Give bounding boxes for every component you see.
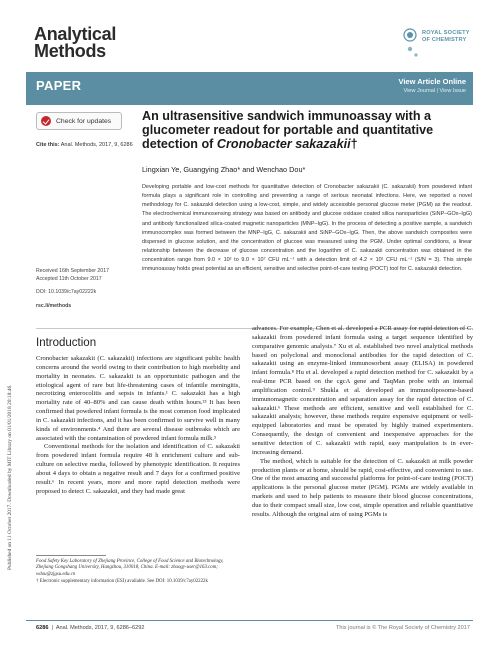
view-article-online-link[interactable]: View Article Online — [398, 77, 466, 86]
abstract: Developing portable and low-cost methods for quantitative detection of Cronobacter sakazakii (C. sakazakii) from powdered infant formula plays a significant role in controlling and preventing a range of serious neonatal infections. Here, we reported a novel methodology for C. sakazakii detection using a low-cost, simple, and widely accessible personal glucose meter (PGM) as the readout. The electrochemical immunosensing strategy was based on antibody and glucose oxidase coated silica nanoparticles (SiNP–GOx–IgG) and antibody functionalized silica-coated magnetic nanoparticles (MNP–IgG). In the process of detecting a positive sample, a sandwich immunocomplex was formed between the MNP–IgG, C. sakazakii and SiNP–GOx–IgG. Then, the above sandwich composites were dispersed in glucose solution, and the concentration of glucose was measured using the PGM. Under optimal conditions, a linear relationship between the decrease of glucose concentration and the logarithm of C. sakazakii concentration was obtained in the concentration range from 9.0 × 10² to 9.0 × 10⁷ CFU mL⁻¹ with a detection limit of 4.2 × 10¹ CFU mL⁻¹ (S/N = 3). This simple immunoassay holds great potential as an efficient, sensitive and selective point-of-care testing (POCT) tool for C. sakazakii detection. — [142, 184, 472, 273]
copyright-notice: This journal is © The Royal Society of Chemistry 2017 — [336, 625, 470, 631]
view-journal-issue-links[interactable]: View Journal | View Issue — [403, 88, 466, 94]
journal-title-line1: Analytical — [34, 24, 117, 44]
footer-divider — [26, 620, 473, 621]
paragraph: The method, which is suitable for the detection of C. sakazakii at milk powder production plants or at home, should be rapid, cost-effective, and convenient to use. One of the most amazing and successful platforms for point-of-care testing (POCT) applications is the personal glucose meter (PGM). PGMs are widely available in markets and used to help patients to measure their blood glucose concentrations, due to their compact small size, low cost, simple operation and reliable quantitative results. Although the original aim of using PGMs is — [252, 457, 473, 518]
doi-link[interactable]: DOI: 10.1039/c7ay02222k — [36, 289, 97, 295]
article-title: An ultrasensitive sandwich immunoassay with a glucometer readout for portable and quantitative detection of Cronobacter sakazakii† — [142, 109, 434, 152]
article-dates — [36, 268, 136, 310]
journal-title — [34, 26, 116, 60]
footnotes — [36, 559, 240, 586]
journal-title-line2: Methods — [34, 41, 106, 61]
received-date: Received 16th September 2017 — [36, 268, 109, 274]
page-footer: 6286 | Anal. Methods, 2017, 9, 6286–6292 — [36, 625, 145, 631]
paragraph: advances. For example, Chen et al. developed a PCR assay for rapid detection of C. sakazakii from powdered infant formula using a target sequence identified by comparative genomic analysis.⁷ Xu et al. established two novel analytical methods based on polyclonal and monoclonal antibodies for the rapid detection of C. sakazakii using an enzyme-linked immunosorbent assay (ELISA) in powdered infant formula.⁸ Hu et al. developed a rapid detection method for C. sakazakii by a real-time PCR based on the cgcA gene and TaqMan probe with an internal amplification control.⁹ Shukla et al. developed an immunoliposome-based immunomagnetic concentration and separation assay for the rapid detection of C. sakazakii.⁶ These methods are efficient, sensitive and well established for C. sakazakii analysis; however, these methods require expensive equipment or well-equipped laboratories and must be operated by highly trained experimenters. Consequently, the design of convenient and inexpensive approaches for the sensitive detection of C. sakazakii with rapid, easy manipulation is in ever-increasing demand. — [252, 325, 473, 456]
accepted-date: Accepted 11th October 2017 — [36, 275, 102, 282]
right-column — [252, 325, 473, 520]
footnote-divider — [36, 555, 106, 556]
introduction-heading: Introduction — [36, 337, 97, 349]
publication-side-note: Published on 11 October 2017. Downloaded by MIT Library on 01/01/2018 20:18:46. — [7, 384, 13, 570]
society-name: ROYAL SOCIETY OF CHEMISTRY — [422, 30, 470, 43]
left-column — [36, 355, 240, 497]
check-for-updates-label: Check for updates — [56, 117, 112, 125]
journal-site-link[interactable]: rsc.li/methods — [36, 302, 72, 309]
paragraph: Conventional methods for the isolation and identification of C. sakazakii from powdered infant formula require 48 h enrichment culture and sub-culture on selective media, followed by phenotypic identification. It requires about 4 days to obtain a negative result and 7 days for a confirmed positive result.⁶ In recent years, more and more rapid detection methods were proposed to detect C. sakazakii, and they had made great — [36, 443, 240, 495]
affiliation-footnote: Food Safety Key Laboratory of Zhejiang Province, College of Food Science and Biotechnology, Zhejiang Gongshang University, Hangzhou, 310018, China. E-mail: zhaogy-user@163.com; wdou@zjgsu.edu.cn — [36, 559, 224, 577]
section-label: PAPER — [36, 78, 82, 93]
check-updates-icon — [41, 116, 51, 126]
check-for-updates-button[interactable] — [36, 112, 122, 130]
page-number: 6286 — [36, 625, 49, 631]
title-species: Cronobacter sakazakii — [216, 137, 351, 152]
journal-reference: Anal. Methods, 2017, 9, 6286–6292 — [55, 625, 145, 631]
author-list: Lingxian Ye, Guangying Zhao* and Wenchao Dou* — [142, 165, 306, 174]
esi-footnote: † Electronic supplementary information (ESI) available. See DOI: 10.1039/c7ay02222k — [36, 579, 208, 585]
paragraph: Cronobacter sakazakii (C. sakazakii) infections are significant public health concerns around the world owing to their contribution to high morbidity and mortality in neonates. C. sakazakii is an opportunistic pathogen and the etiological agent of rare but life-threatening cases of infantile meningitis, necrotizing enterocolitis and sepsis in infants.¹ C. sakazakii has a high mortality rate of 40–80% and can cause death within hours.²³ It has been confirmed that powdered infant formula is the most common food implicated in C. sakazakii infections, and it has been confirmed to survive well in many kinds of environments.⁴ And there are several disease outbreaks which are associated with the contamination of powdered infant formula milk.⁵ — [36, 355, 240, 442]
citation: Cite this: Anal. Methods, 2017, 9, 6286 — [36, 142, 133, 148]
